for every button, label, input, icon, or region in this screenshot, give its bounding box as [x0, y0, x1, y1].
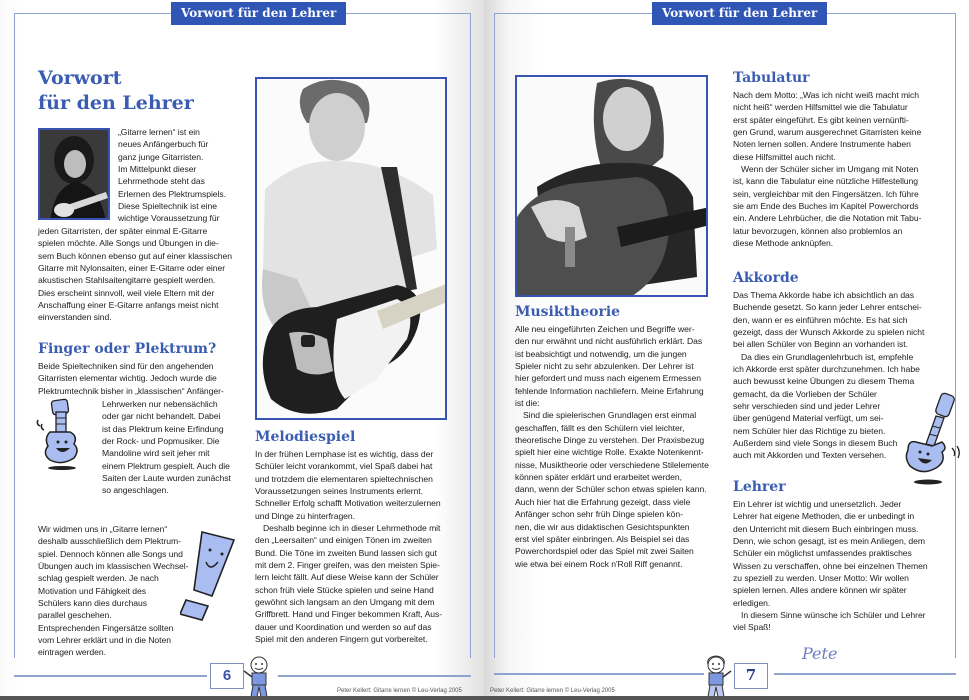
- text-line: Schülers kann dies durchaus: [38, 598, 148, 609]
- text-line: Sind die spielerischen Grundlagen erst einmal: [523, 410, 697, 421]
- title-line-1: Vorwort: [38, 67, 122, 89]
- text-line: Übungen auch im klassischen Wechsel-: [38, 561, 189, 572]
- text-line: nem Schüler hier das Richtige zu bieten.: [733, 425, 886, 436]
- cartoon-boy-mascot: [243, 655, 273, 699]
- text-line: vom Lehrer erklärt und in die Noten: [38, 635, 171, 646]
- text-line: Schneller Erfolg schafft Motivation weiterzulernen: [255, 498, 441, 509]
- left-page: [0, 0, 484, 700]
- intro-text-beside-photo: [118, 126, 238, 225]
- section-heading: Tabulatur: [733, 70, 810, 86]
- book-bottom-edge: [0, 696, 969, 700]
- footer-credit: Peter Kellert: Gitarre lernen © Leu-Verlag 2005: [337, 688, 462, 694]
- page-title: [38, 66, 194, 116]
- text-line: Wenn der Schüler sicher im Umgang mit Noten: [741, 164, 919, 175]
- text-line: können später erklärt und erarbeitet werden,: [515, 472, 682, 483]
- text-line: latur bevorzugen, können also problemlos an: [733, 225, 903, 236]
- finger-text-beside-image: [102, 398, 252, 497]
- section-lehrer: [733, 478, 948, 634]
- text-line: Bund. Die Töne im zweiten Bund lassen sich gut: [255, 547, 437, 558]
- text-line: Wissen zu verschaffen, ohne bei einzelnen Themen: [733, 560, 928, 571]
- text-line: Mandoline wird seit jeher mit: [102, 448, 210, 459]
- text-line: Außerdem sind viele Songs in diesem Buch: [733, 438, 898, 449]
- text-line: Spieler nicht zu sehr abzulenken. Der Lehrer ist: [515, 361, 694, 372]
- section-heading: Melodiespiel: [255, 429, 356, 445]
- text-line: Nach dem Motto: „Was ich nicht weiß macht mich: [733, 90, 920, 100]
- text-line: ist die:: [515, 398, 540, 409]
- section-text: [255, 448, 470, 646]
- boy-mascot-icon: [243, 655, 273, 699]
- text-line: Diese Spieltechnik ist eine: [118, 201, 217, 212]
- text-line: ich Akkorde erst später durchzunehmen. Ich habe: [733, 364, 920, 375]
- text-line: einverstanden sind.: [38, 312, 112, 323]
- text-line: jeden Gitarristen, der später einmal E-Gitarre: [38, 226, 208, 236]
- section-heading: Akkorde: [733, 270, 799, 286]
- text-line: Lehrwerken nur nebensächlich: [102, 399, 218, 409]
- section-tabulatur: [733, 69, 948, 249]
- section-musiktheorie: [515, 303, 730, 570]
- page-number: 6: [210, 663, 244, 689]
- text-line: fehlende Information nachliefern. Meine Erfahrung: [515, 385, 704, 396]
- text-line: sem Buch können ebenso gut auf einer klassischen: [38, 250, 232, 261]
- section-heading: Lehrer: [733, 479, 786, 495]
- header-tab: Vorwort für den Lehrer: [171, 2, 346, 25]
- text-line: zu speziell zu werden. Unser Motto: Wir wollen: [733, 573, 909, 584]
- text-line: akustischen Stahlsaitengitarre gespielt werden.: [38, 275, 216, 286]
- text-line: parallel geschehen.: [38, 610, 112, 621]
- section-heading: Finger oder Plektrum?: [38, 341, 217, 357]
- text-line: Anschaffung einer E-Gitarre anfangs meist nicht: [38, 300, 219, 311]
- text-line: In diesem Sinne wünsche ich Schüler und Lehrer: [741, 610, 926, 621]
- section-text: [733, 498, 948, 634]
- page-number: 7: [734, 663, 768, 689]
- text-line: In der frühen Lernphase ist es wichtig, dass der: [255, 449, 434, 459]
- text-line: Voraussetzungen seines Instruments erlernt.: [255, 486, 423, 497]
- text-line: geschaffen, fällt es den Schülern viel leichter,: [515, 422, 685, 433]
- text-line: deshalb ausschließlich dem Plektrum-: [38, 536, 181, 547]
- text-line: der Rock- und Popmusiker. Die: [102, 436, 220, 447]
- text-line: Erlernen des Plektrumspiels.: [118, 188, 226, 199]
- text-line: sie am Ende des Buches im Kapitel Powerchords: [733, 201, 919, 212]
- section-finger-oder-plektrum: [38, 340, 250, 397]
- text-line: eintragen werden.: [38, 647, 106, 658]
- text-line: diese Hilfsmittel auch nicht.: [733, 151, 836, 162]
- text-line: Denn, wie schon gesagt, ist es mein Anliegen, dem: [733, 536, 925, 547]
- header-tab: Vorwort für den Lehrer: [652, 2, 827, 25]
- text-line: mit dem 2. Finger greifen, was den meisten Spie-: [255, 560, 440, 571]
- author-signature: Pete: [802, 644, 838, 663]
- title-line-2: für den Lehrer: [38, 92, 194, 114]
- text-line: dauer und Koordination und werden so auf das: [255, 621, 432, 632]
- text-line: Das Thema Akkorde habe ich absichtlich an das: [733, 290, 915, 300]
- text-line: Noten lernen sollen. Andere Instrumente haben: [733, 139, 911, 150]
- text-line: neues Anfängerbuch für: [118, 139, 209, 150]
- cartoon-electric-guitar: [902, 392, 964, 486]
- text-line: schon früh viele Stücke spielen und seine Hand: [255, 584, 434, 595]
- text-line: Deshalb beginne ich in dieser Lehrmethode mit: [263, 523, 441, 534]
- text-line: viel Spaß!: [733, 622, 771, 633]
- text-line: ist, kann die Tabulatur eine nützliche Hilfestellung: [733, 176, 918, 187]
- text-line: den Unterricht mit diesem Buch einbringen muss.: [733, 523, 919, 534]
- text-line: den „Leersaiten“ und einigen Tönen im zweiten: [255, 535, 432, 546]
- text-line: Buchende gesetzt. So kann jeder Lehrer entschei-: [733, 302, 922, 313]
- text-line: Plektrumtechnik bisher in „klassischen“ Anfänger-: [38, 385, 224, 396]
- text-line: Powerchordspiel oder das Spiel mit zwei Saiten: [515, 546, 694, 557]
- text-line: nicht heiß“ werden Hilfsmittel wie die Tabulatur: [733, 102, 908, 113]
- text-line: wichtige Voraussetzung für: [118, 213, 220, 224]
- section-melodiespiel: [255, 428, 470, 646]
- text-line: oder gar nicht behandelt. Dabei: [102, 411, 221, 422]
- text-line: bei allen Schüler von Beginn an vorhanden ist.: [733, 339, 908, 350]
- section-heading: Musiktheorie: [515, 304, 621, 320]
- text-line: gewöhnt sich langsam an den Umgang mit dem: [255, 597, 435, 608]
- author-photo-image: [40, 130, 110, 220]
- text-line: erst später eingeführt. Es gibt keinen vernünfti-: [733, 114, 909, 125]
- text-line: Lehrmethode steht das: [118, 176, 205, 187]
- section-text: [515, 323, 730, 570]
- text-line: Saiten der Laute wurden zunächst: [102, 473, 231, 484]
- text-line: Lehrer hat eigene Methoden, die er unbedingt in: [733, 511, 915, 522]
- text-line: den, wann er es einführen möchte. Es hat sich: [733, 314, 908, 325]
- text-line: auch bewusst keine Übungen zu diesem Thema: [733, 376, 915, 387]
- girl-with-guitar-photo: [515, 75, 708, 297]
- text-line: lern leicht fällt. Auf diese Weise kann der Schüler: [255, 572, 439, 583]
- text-line: und Dinge zu hinterfragen.: [255, 510, 355, 521]
- text-line: diese Methode anknüpfen.: [733, 238, 834, 249]
- text-line: „Gitarre lernen“ ist ein: [118, 127, 200, 137]
- boy-guitar-image: [257, 79, 447, 420]
- text-line: erst viel später einbringen. Als Beispiel sei das: [515, 533, 690, 544]
- cartoon-guitar-left: [34, 398, 100, 470]
- text-line: so angeschlagen.: [102, 485, 169, 496]
- text-line: hier gefordert und muss nach eigenem Ermessen: [515, 373, 701, 384]
- text-line: den nur erwähnt und nicht ausführlich erklärt. Das: [515, 336, 703, 347]
- text-line: gemacht, da die Vorlieben der Schüler: [733, 388, 877, 399]
- text-line: Da dies ein Grundlagenlehrbuch ist, empfehle: [741, 351, 914, 362]
- footer-rule: [774, 673, 956, 675]
- text-line: sehr verschieden sind und jeder Lehrer: [733, 401, 881, 412]
- text-line: nisse, Musiktheorie oder verschiedene Stilelemente: [515, 459, 709, 470]
- text-line: einem Plektrum gespielt. Auch die: [102, 460, 230, 471]
- text-line: gen Grund, warum ausgerechnet Gitarristen keine: [733, 127, 922, 138]
- text-line: Ein Lehrer ist wichtig und unersetzlich. Jeder: [733, 499, 902, 509]
- text-line: Im Mittelpunkt dieser: [118, 164, 197, 175]
- electric-guitar-cartoon-icon: [902, 392, 964, 486]
- text-line: ist das Plektrum keine Erfindung: [102, 423, 224, 434]
- text-line: Schüler leicht vorankommt, viel Spaß dabei hat: [255, 461, 433, 472]
- text-line: Alle neu eingeführten Zeichen und Begriffe wer-: [515, 324, 695, 334]
- text-line: Motivation und Fähigkeit des: [38, 585, 146, 596]
- cartoon-exclamation: [180, 528, 236, 623]
- text-line: dann, wenn der Schüler schon etwas spielen kann.: [515, 484, 707, 495]
- text-line: Anfänger schon sehr früh Dinge spielen kön-: [515, 509, 683, 520]
- text-line: Gitarristen elementar wichtig. Jedoch wurde die: [38, 373, 217, 384]
- text-line: wie etwa bei einem Rock n'Roll Riff genannt.: [515, 558, 683, 569]
- text-line: Schüler ein möglichst umfassendes praktisches: [733, 548, 912, 559]
- text-line: Auch hier hat die Erfahrung gezeigt, dass viele: [515, 496, 691, 507]
- text-line: Griffbrett. Hand und Finger bekommen Kraft, Aus-: [255, 609, 443, 620]
- section-text: [38, 360, 250, 397]
- finger-text-para2: [38, 523, 198, 659]
- text-line: theoretische Dinge zu verstehen. Der Praxisbezug: [515, 435, 705, 446]
- intro-text: [38, 225, 248, 324]
- text-line: spielen möchte. Alle Songs und Übungen in die-: [38, 238, 219, 249]
- text-line: Wir widmen uns in „Gitarre lernen“: [38, 524, 168, 534]
- footer-rule: [494, 673, 704, 675]
- text-line: nen, die wir aus didaktischen Gesichtspunkten: [515, 521, 690, 532]
- cartoon-girl-mascot: [702, 655, 732, 699]
- girl-mascot-icon: [702, 655, 732, 699]
- footer-credit: Peter Kellert: Gitarre lernen © Leu-Verlag 2005: [490, 688, 615, 694]
- text-line: erledigen.: [733, 597, 771, 608]
- section-text: [733, 89, 948, 249]
- text-line: ganz junge Gitarristen.: [118, 151, 204, 162]
- text-line: Dies erscheint sinnvoll, weil viele Eltern mit der: [38, 287, 215, 298]
- right-page: [484, 0, 969, 700]
- text-line: spiel. Dennoch können alle Songs und: [38, 548, 183, 559]
- boy-with-guitar-photo: [255, 77, 447, 420]
- text-line: auch mit Akkorden und Texten versehen.: [733, 450, 887, 461]
- text-line: Beide Spieltechniken sind für den angehenden: [38, 361, 214, 371]
- text-line: spielen lernen. Alles andere können wir später: [733, 585, 907, 596]
- footer-rule: [278, 675, 471, 677]
- text-line: schlag gespielt werden. Je nach: [38, 573, 159, 584]
- text-line: ein. Andere Lehrbücher, die die Notation mit Tabu-: [733, 213, 922, 224]
- text-line: sein, vergleichbar mit den Fingersätzen. Ich führe: [733, 188, 919, 199]
- text-line: über genügend Material verfügt, um sei-: [733, 413, 884, 424]
- guitar-cartoon-icon: [34, 398, 100, 470]
- text-line: spielt hier eine wichtige Rolle. Exakte Notenkennt-: [515, 447, 704, 458]
- text-line: und trotzdem die elementaren spieltechnischen: [255, 473, 433, 484]
- exclamation-cartoon-icon: [180, 528, 236, 623]
- text-line: Entsprechenden Fingersätze sollten: [38, 622, 174, 633]
- footer-rule: [14, 675, 207, 677]
- text-line: Gitarre mit Nylonsaiten, einer E-Gitarre oder einer: [38, 263, 226, 274]
- text-line: gezeigt, dass der Wunsch Akkorde zu spielen nicht: [733, 327, 925, 338]
- text-line: Spiel mit den anderen Fingern gut vorbereitet.: [255, 634, 428, 645]
- text-line: ist beabsichtigt und notwendig, um die jungen: [515, 348, 687, 359]
- author-photo: [38, 128, 110, 220]
- girl-guitar-image: [517, 77, 708, 297]
